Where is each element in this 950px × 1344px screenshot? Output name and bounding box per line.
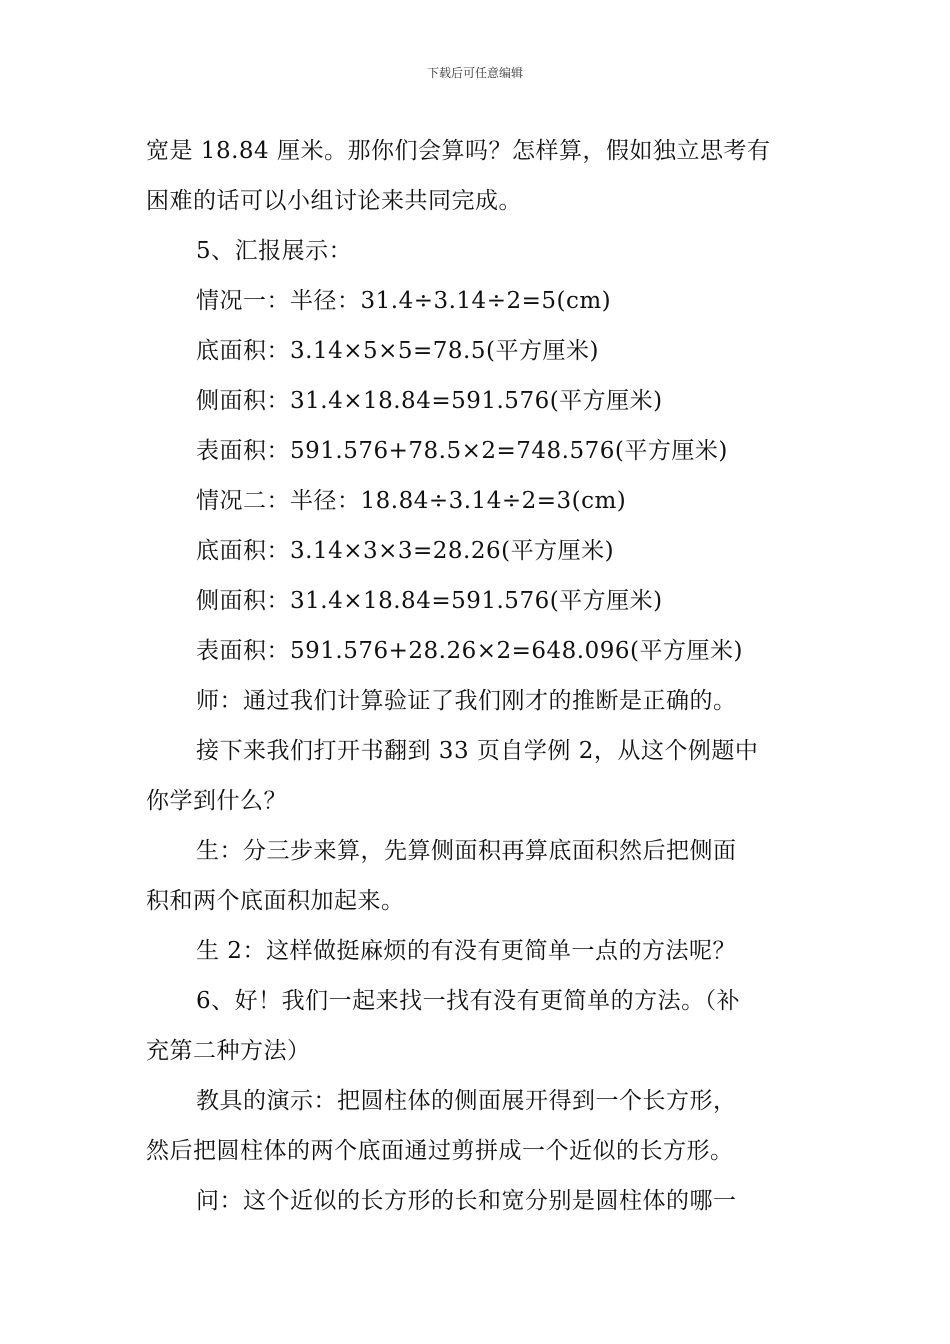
text-line: 表面积：591.576+78.5×2=748.576(平方厘米) (196, 438, 728, 464)
text-line: 充第二种方法） (146, 1038, 311, 1064)
text-line: 表面积：591.576+28.26×2=648.096(平方厘米) (196, 638, 743, 664)
section-heading: 6、好！我们一起来找一找有没有更简单的方法。（补 (196, 988, 741, 1014)
text-line: 积和两个底面积加起来。 (146, 888, 405, 914)
text-line: 生 2：这样做挺麻烦的有没有更简单一点的方法呢？ (196, 938, 736, 964)
text-line: 教具的演示：把圆柱体的侧面展开得到一个长方形， (196, 1088, 737, 1114)
text-line: 接下来我们打开书翻到 33 页自学例 2，从这个例题中 (196, 738, 759, 764)
text-line: 困难的话可以小组讨论来共同完成。 (146, 188, 522, 214)
text-line: 生：分三步来算，先算侧面积再算底面积然后把侧面 (196, 838, 737, 864)
text-line: 底面积：3.14×3×3=28.26(平方厘米) (196, 538, 615, 564)
page-header: 下载后可任意编辑 (426, 66, 523, 80)
text-line: 宽是 18.84 厘米。那你们会算吗？怎样算，假如独立思考有 (146, 138, 771, 164)
text-line: 底面积：3.14×5×5=78.5(平方厘米) (196, 338, 599, 364)
text-line: 你学到什么？ (146, 788, 287, 814)
text-line: 然后把圆柱体的两个底面通过剪拼成一个近似的长方形。 (146, 1138, 734, 1164)
text-line: 侧面积：31.4×18.84=591.576(平方厘米) (196, 588, 663, 614)
text-line: 问：这个近似的长方形的长和宽分别是圆柱体的哪一 (196, 1188, 737, 1214)
text-line: 情况二：半径：18.84÷3.14÷2=3(cm) (196, 488, 627, 514)
text-line: 师：通过我们计算验证了我们刚才的推断是正确的。 (196, 688, 737, 714)
text-line: 侧面积：31.4×18.84=591.576(平方厘米) (196, 388, 663, 414)
section-heading: 5、汇报展示： (196, 238, 353, 264)
text-line: 情况一：半径：31.4÷3.14÷2=5(cm) (196, 288, 612, 314)
document-body (146, 126, 810, 1226)
